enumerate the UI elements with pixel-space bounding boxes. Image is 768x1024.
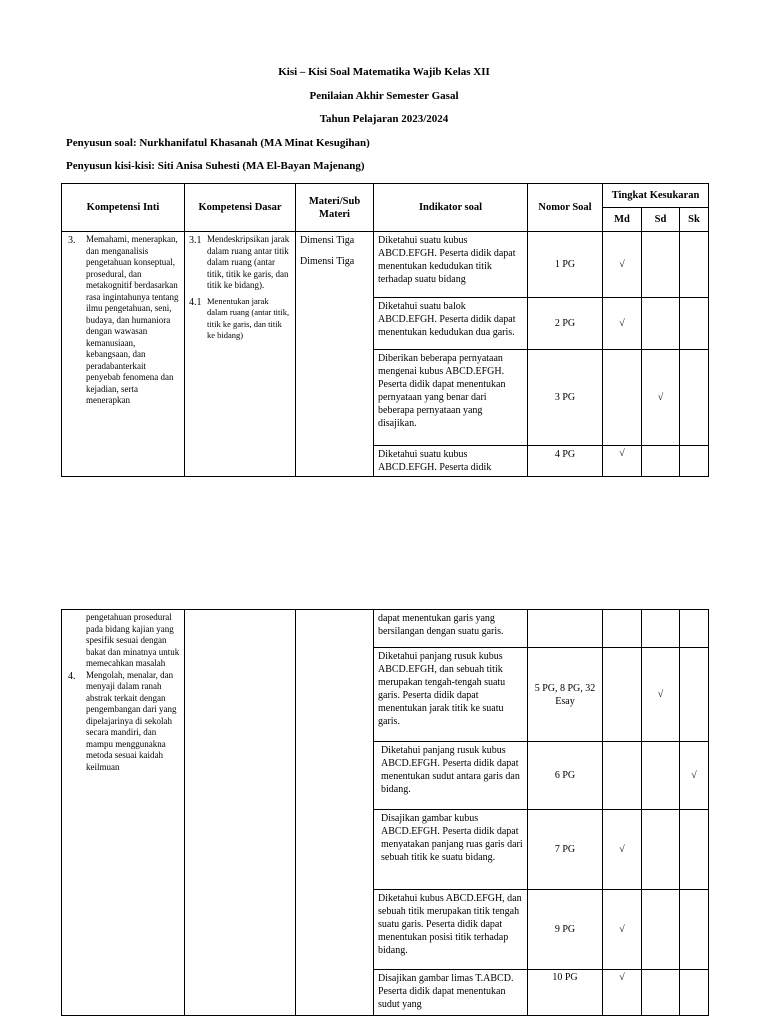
sk-check-row-1 xyxy=(680,232,709,298)
md-check-row-4: √ xyxy=(603,446,642,477)
nomor-row-9: 9 PG xyxy=(528,890,603,970)
indikator-row-1: Diketahui suatu kubus ABCD.EFGH. Peserta didik dapat menentukan kedudukan titik terhadap suatu bidang xyxy=(374,232,528,298)
nomor-row-3: 3 PG xyxy=(528,350,603,446)
nomor-row-1: 1 PG xyxy=(528,232,603,298)
md-check-row-6 xyxy=(603,648,642,742)
col-header-nomor: Nomor Soal xyxy=(528,184,603,232)
kd-31-text: Mendeskripsikan jarak dalam ruang antar titik dalam ruang (antar titik, titik ke garis, dan titik ke bidang). xyxy=(207,234,290,290)
kd-41-number: 4.1 xyxy=(189,296,202,308)
penyusun-soal: Penyusun soal: Nurkhanifatul Khasanah (MA Minat Kesugihan) xyxy=(66,137,370,149)
sd-check-row-7 xyxy=(642,742,680,810)
col-header-sd: Sd xyxy=(642,208,680,232)
nomor-row-6: 5 PG, 8 PG, 32 Esay xyxy=(528,648,603,742)
md-check-row-1: √ xyxy=(603,232,642,298)
kd-cell xyxy=(185,232,296,477)
penyusun-kisi: Penyusun kisi-kisi: Siti Anisa Suhesti (MA El-Bayan Majenang) xyxy=(66,160,365,172)
sd-check-row-1 xyxy=(642,232,680,298)
md-check-row-2: √ xyxy=(603,298,642,350)
sk-check-row-10 xyxy=(680,970,709,1016)
sk-check-row-5 xyxy=(680,610,709,648)
indikator-row-4: Diketahui suatu kubus ABCD.EFGH. Peserta didik xyxy=(374,446,528,477)
col-header-kd: Kompetensi Dasar xyxy=(185,184,296,232)
md-check-row-7 xyxy=(603,742,642,810)
nomor-row-4: 4 PG xyxy=(528,446,603,477)
sd-check-row-5 xyxy=(642,610,680,648)
materi-2: Dimensi Tiga xyxy=(300,256,355,267)
sk-check-row-7: √ xyxy=(680,742,709,810)
nomor-row-2: 2 PG xyxy=(528,298,603,350)
kd-31-number: 3.1 xyxy=(189,235,202,246)
materi-cell xyxy=(296,232,374,477)
ki-item3-number: 3. xyxy=(68,235,76,246)
md-check-row-8: √ xyxy=(603,810,642,890)
materi-cell-continued xyxy=(296,610,374,1016)
sk-check-row-4 xyxy=(680,446,709,477)
document-subtitle: Penilaian Akhir Semester Gasal xyxy=(309,90,459,102)
indikator-row-6: Diketahui panjang rusuk kubus ABCD.EFGH, dan sebuah titik merupakan tengah-tengah suatu garis. Peserta didik dapat menentukan jarak titik ke suatu garis. xyxy=(374,648,528,742)
col-header-materi: Materi/Sub Materi xyxy=(296,184,374,232)
sk-check-row-8 xyxy=(680,810,709,890)
sk-check-row-3 xyxy=(680,350,709,446)
document-title: Kisi – Kisi Soal Matematika Wajib Kelas XII xyxy=(278,66,490,78)
sd-check-row-6: √ xyxy=(642,648,680,742)
nomor-row-5 xyxy=(528,610,603,648)
indikator-row-8: Disajikan gambar kubus ABCD.EFGH. Peserta didik dapat menyatakan panjang ruas garis dari sebuah titik ke suatu bidang. xyxy=(374,810,528,890)
md-check-row-5 xyxy=(603,610,642,648)
ki-item4-text: Mengolah, menalar, dan menyaji dalam ranah abstrak terkait dengan pengembangan dari yang dipelajarinya di sekolah secara mandiri, dan mampu menggunakna metoda sesuai kaidah keilmuan xyxy=(86,669,177,772)
sd-check-row-10 xyxy=(642,970,680,1016)
ki-cell-continued xyxy=(62,610,185,1016)
sd-check-row-4 xyxy=(642,446,680,477)
col-header-sk: Sk xyxy=(680,208,709,232)
ki-item3-text: Memahami, menerapkan, dan menganalisis pengetahuan konseptual, prosedural, dan metakognitif berdasarkan rasa ingintahunya tentang ilmu pengetahuan, seni, budaya, dan humaniora dengan wawasan kemanusiaan, kebangsaan, dan peradabanterkait penyebab fenomena dan kejadian, serta menerapkan xyxy=(86,234,179,405)
indikator-row-5: dapat menentukan garis yang bersilangan dengan suatu garis. xyxy=(374,610,528,648)
sk-check-row-6 xyxy=(680,648,709,742)
indikator-row-10: Disajikan gambar limas T.ABCD. Peserta didik dapat menentukan sudut yang xyxy=(374,970,528,1016)
col-header-md: Md xyxy=(603,208,642,232)
sd-check-row-8 xyxy=(642,810,680,890)
nomor-row-7: 6 PG xyxy=(528,742,603,810)
md-check-row-10: √ xyxy=(603,970,642,1016)
sd-check-row-3: √ xyxy=(642,350,680,446)
document-year: Tahun Pelajaran 2023/2024 xyxy=(319,113,449,125)
sd-check-row-2 xyxy=(642,298,680,350)
col-header-tingkat: Tingkat Kesukaran xyxy=(603,184,709,208)
ki-item4-number: 4. xyxy=(68,670,76,682)
kd-41-text: Menentukan jarak dalam ruang (antar titik, titik ke garis, dan titik ke bidang) xyxy=(207,295,290,340)
md-check-row-9: √ xyxy=(603,890,642,970)
indikator-row-7: Diketahui panjang rusuk kubus ABCD.EFGH. Peserta didik dapat menentukan sudut antara garis dan bidang. xyxy=(374,742,528,810)
kisi-table-page2 xyxy=(61,609,709,1016)
nomor-row-8: 7 PG xyxy=(528,810,603,890)
indikator-row-2: Diketahui suatu balok ABCD.EFGH. Peserta didik dapat menentukan kedudukan dua garis. xyxy=(374,298,528,350)
kd-cell-continued xyxy=(185,610,296,1016)
materi-1: Dimensi Tiga xyxy=(300,235,355,246)
nomor-row-10: 10 PG xyxy=(528,970,603,1016)
indikator-row-9: Diketahui kubus ABCD.EFGH, dan sebuah titik merupakan titik tengah suatu garis. Peserta didik dapat menentukan posisi titik terhadap bidang. xyxy=(374,890,528,970)
sk-check-row-9 xyxy=(680,890,709,970)
sd-check-row-9 xyxy=(642,890,680,970)
kisi-table-page1 xyxy=(61,183,709,477)
col-header-ki: Kompetensi Inti xyxy=(62,184,185,232)
ki-item3-text-continued: pengetahuan prosedural pada bidang kajian yang spesifik sesuai dengan bakat dan minatnya untuk memecahkan masalah xyxy=(86,612,180,668)
indikator-row-3: Diberikan beberapa pernyataan mengenai kubus ABCD.EFGH. Peserta didik dapat menentukan pernyataan yang benar dari beberapa pernyataan yang disajikan. xyxy=(374,350,528,446)
ki-cell xyxy=(62,232,185,477)
col-header-indikator: Indikator soal xyxy=(374,184,528,232)
sk-check-row-2 xyxy=(680,298,709,350)
md-check-row-3 xyxy=(603,350,642,446)
